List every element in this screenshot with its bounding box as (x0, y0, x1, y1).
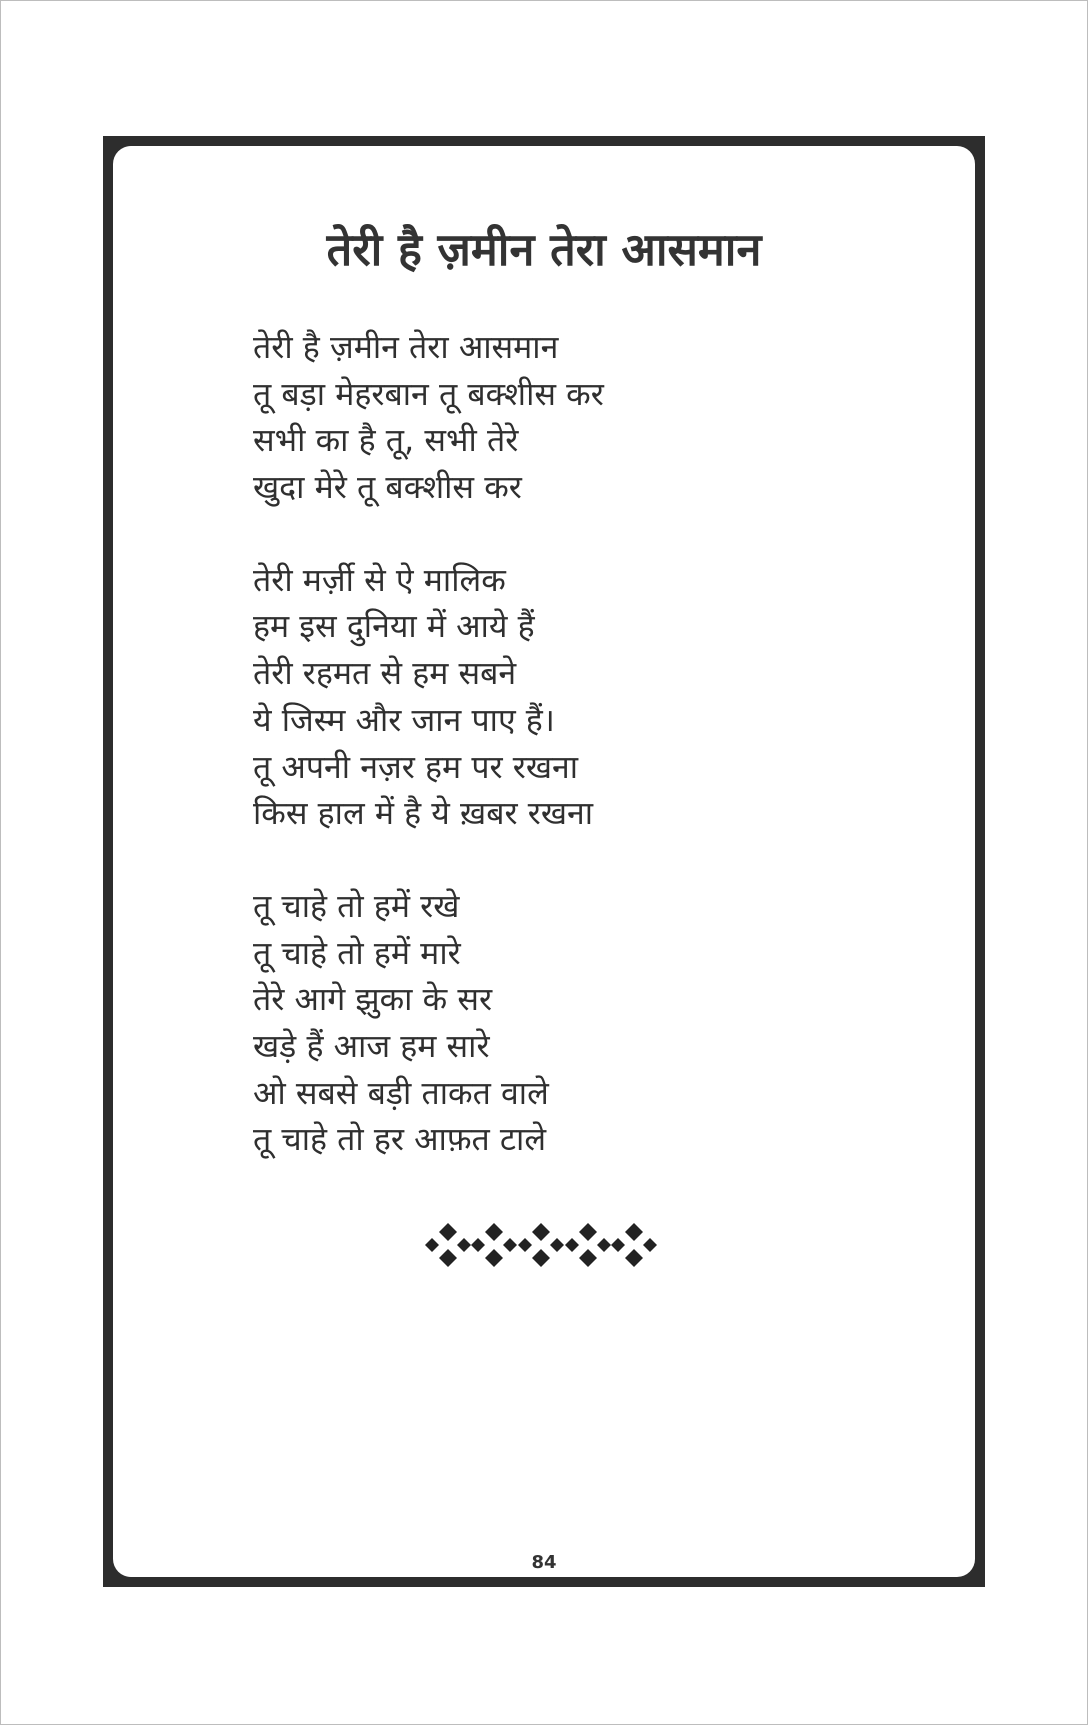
poem-line: तू अपनी नज़र हम पर रखना (253, 747, 579, 786)
page-frame (103, 136, 985, 1587)
poem-line: तू चाहे तो हमें रखे (253, 886, 460, 925)
diamond-ornament-icon (425, 1220, 657, 1270)
poem-body (253, 324, 853, 1209)
poem-line: तू चाहे तो हमें मारे (253, 933, 461, 972)
poem-line: तेरी है ज़मीन तेरा आसमान (253, 328, 559, 366)
poem-line: तेरी मर्ज़ी से ऐ मालिक (253, 560, 506, 599)
stanza-1 (253, 324, 853, 511)
poem-line: तू बड़ा मेहरबान तू बक्शीस कर (253, 374, 604, 413)
poem-line: खड़े हैं आज हम सारे (253, 1026, 490, 1065)
poem-line: किस हाल में है ये ख़बर रखना (253, 794, 594, 833)
poem-line: हम इस दुनिया में आये हैं (253, 607, 535, 646)
poem-line: ओ सबसे बड़ी ताकत वाले (253, 1073, 549, 1112)
poem-line: तेरे आगे झुका के सर (253, 980, 493, 1019)
poem-line: तेरी रहमत से हम सबने (253, 654, 517, 693)
poem-title: तेरी है ज़मीन तेरा आसमान (326, 223, 762, 276)
poem-line: खुदा मेरे तू बक्शीस कर (253, 468, 522, 507)
poem-line: तू चाहे तो हर आफ़त टाले (253, 1120, 547, 1159)
stanza-2 (253, 557, 853, 837)
poem-line: सभी का है तू, सभी तेरे (253, 421, 519, 460)
stanza-3 (253, 883, 853, 1163)
page-number: 84 (531, 1552, 557, 1573)
poem-line: ये जिस्म और जान पाए हैं। (253, 700, 555, 739)
content-panel (113, 146, 975, 1577)
